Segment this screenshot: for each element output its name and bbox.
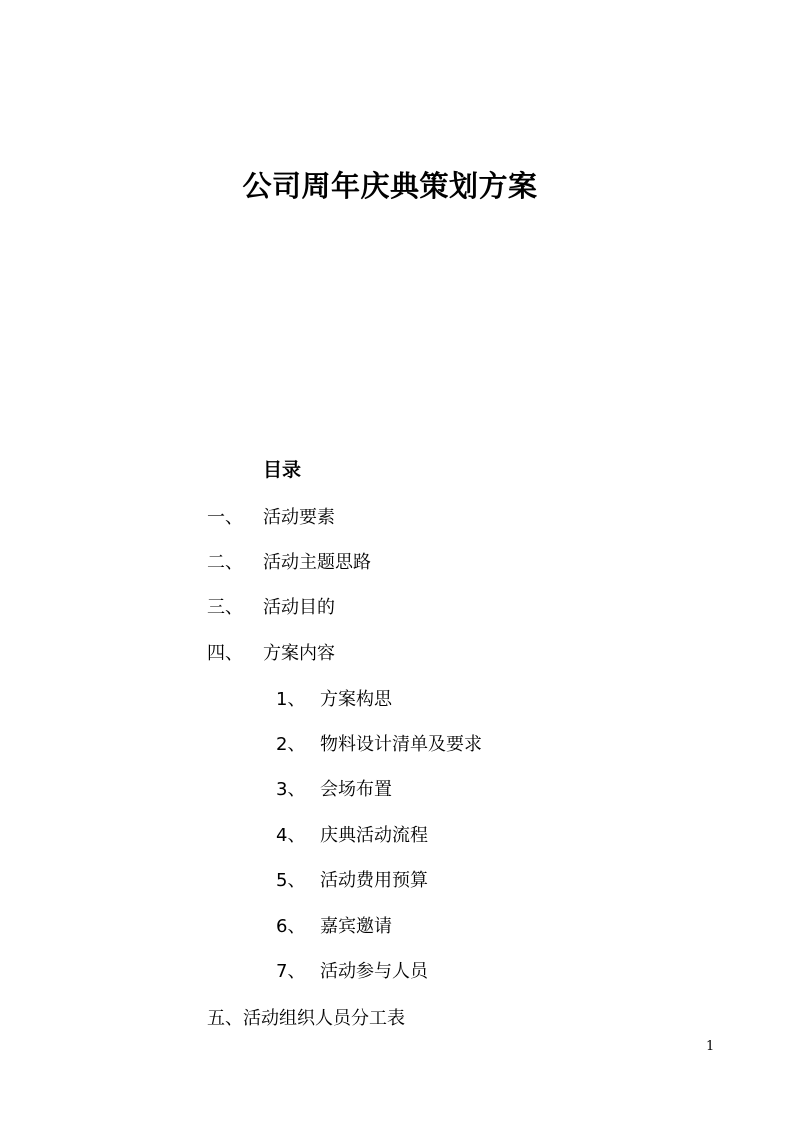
document-title: 公司周年庆典策划方案 bbox=[242, 169, 538, 203]
toc-item-label: 活动组织人员分工表 bbox=[243, 1008, 405, 1029]
toc-item-number: 4、 bbox=[276, 825, 306, 846]
toc-item-number: 二、 bbox=[207, 552, 243, 573]
toc-item bbox=[207, 505, 335, 531]
toc-item-label: 物料设计清单及要求 bbox=[320, 734, 482, 755]
toc-item bbox=[207, 595, 335, 621]
toc-item-label: 方案内容 bbox=[263, 643, 335, 664]
toc-item bbox=[207, 550, 371, 576]
toc-item-label: 会场布置 bbox=[320, 779, 392, 800]
page-number: 1 bbox=[706, 1039, 715, 1054]
toc-item-label: 活动参与人员 bbox=[320, 961, 428, 982]
toc-subitem bbox=[276, 777, 392, 803]
toc-subitem bbox=[276, 959, 428, 985]
toc-item-label: 活动费用预算 bbox=[320, 870, 428, 891]
toc-item-number: 7、 bbox=[276, 961, 306, 982]
toc-heading: 目录 bbox=[263, 459, 302, 481]
toc-subitem bbox=[276, 687, 392, 713]
toc-item-label: 庆典活动流程 bbox=[320, 825, 428, 846]
toc-item bbox=[207, 1006, 405, 1032]
toc-item-label: 活动要素 bbox=[263, 507, 335, 528]
toc-item-number: 1、 bbox=[276, 689, 306, 710]
toc-item-number: 2、 bbox=[276, 734, 306, 755]
toc-item-label: 活动目的 bbox=[263, 597, 335, 618]
toc-item-number: 三、 bbox=[207, 597, 243, 618]
toc-subitem bbox=[276, 823, 428, 849]
toc-subitem bbox=[276, 868, 428, 894]
toc-item-number: 一、 bbox=[207, 507, 243, 528]
toc-item-number: 五、 bbox=[207, 1008, 243, 1029]
toc-item-label: 方案构思 bbox=[320, 689, 392, 710]
toc-item-number: 6、 bbox=[276, 916, 306, 937]
toc-item-label: 嘉宾邀请 bbox=[320, 916, 392, 937]
toc-subitem bbox=[276, 732, 482, 758]
toc-item bbox=[207, 641, 335, 667]
toc-item-number: 5、 bbox=[276, 870, 306, 891]
toc-item-label: 活动主题思路 bbox=[263, 552, 371, 573]
toc-item-number: 3、 bbox=[276, 779, 306, 800]
toc-item-number: 四、 bbox=[207, 643, 243, 664]
toc-subitem bbox=[276, 914, 392, 940]
